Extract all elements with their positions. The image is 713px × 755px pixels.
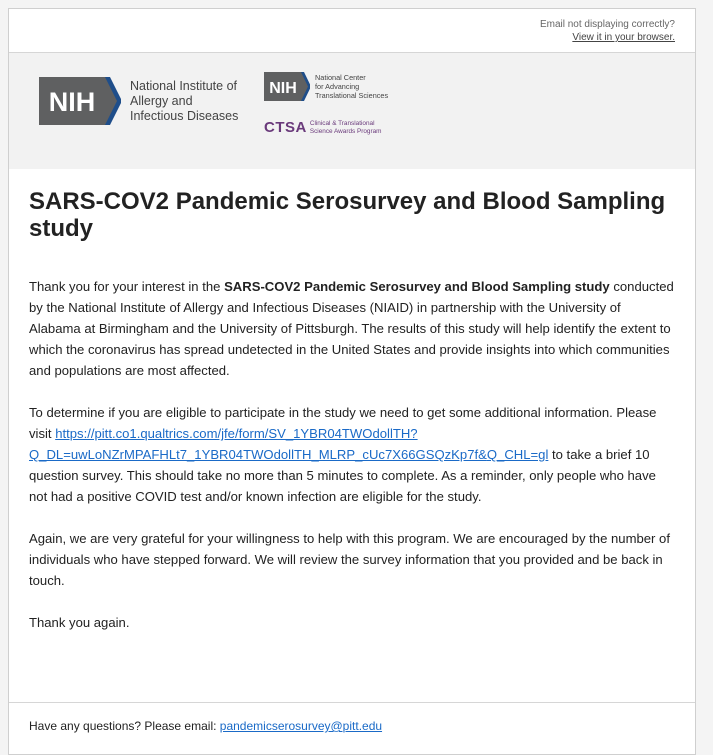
email-footer [9,702,695,733]
footer-label: Have any questions? Please email: [29,719,220,733]
ctsa-logo [264,119,388,136]
ctsa-mark: CTSA [264,119,307,136]
view-in-browser-link[interactable]: View it in your browser. [572,32,675,43]
email-title: SARS-COV2 Pandemic Serosurvey and Blood Sampling study [29,188,666,242]
ctsa-name: Clinical & Translational Science Awards Program [309,119,382,135]
intro-paragraph: Thank you for your interest in the SARS-COV2 Pandemic Serosurvey and Blood Sampling study conducted by the National Institute of Allergy and Infectious Diseases (NIAID) in partnership with the University of Alabama at Birmingham and the University of Pittsburgh. The results of this study will help identify the extent to which the coronavirus has spread undetected in the United States and provide insights into which communities and populations are most affected. [29,279,674,378]
email-topbar [9,9,695,53]
ncats-name: National Center for Advancing Translational Sciences [315,73,389,100]
svg-text:NIH: NIH [269,80,297,97]
niaid-name: National Institute of Allergy and Infectious Diseases [130,78,239,123]
ncats-ctsa-logos [264,72,388,136]
survey-link[interactable]: https://pitt.co1.qualtrics.com/jfe/form/SV_1YBR04TWOdollTH?Q_DL=uwLoNZrMPAFHLt7_1YBR04TWOdollTH_MLRP_cUc7X66GSQzKp7f&Q_CHL=gl [29,426,549,462]
ncats-nih-badge-icon [264,72,310,101]
email-body [9,169,695,633]
closing-paragraph: Thank you again. [29,615,130,630]
svg-text:NIH: NIH [48,87,96,117]
logo-banner [9,53,695,169]
display-notice: Email not displaying correctly? [539,19,675,30]
email-frame [8,8,696,755]
contact-email-link[interactable]: pandemicserosurvey@pitt.edu [219,719,383,733]
nih-badge-icon [39,77,121,125]
thanks-paragraph: Again, we are very grateful for your willingness to help with this program. We are encouraged by the number of individuals who have stepped forward. We will review the survey information that you provided and be back in touch. [29,531,670,588]
eligibility-paragraph: To determine if you are eligible to participate in the study we need to get some additional information. Please visit https://pitt.co1.qualtrics.com/jfe/form/SV_1YBR04TWOdollTH?Q_DL=uwLoNZrMPAFHLt7_1YBR04TWOdollTH_MLRP_cUc7X66GSQzKp7f&Q_CHL=gl to take a brief 10 question survey. This should take no more than 5 minutes to complete. As a reminder, only people who have not had a positive COVID test and/or known infection are eligible for the study. [29,405,657,504]
study-name: SARS-COV2 Pandemic Serosurvey and Blood Sampling study [224,279,610,294]
ncats-logo [264,72,388,101]
niaid-logo [39,77,238,125]
